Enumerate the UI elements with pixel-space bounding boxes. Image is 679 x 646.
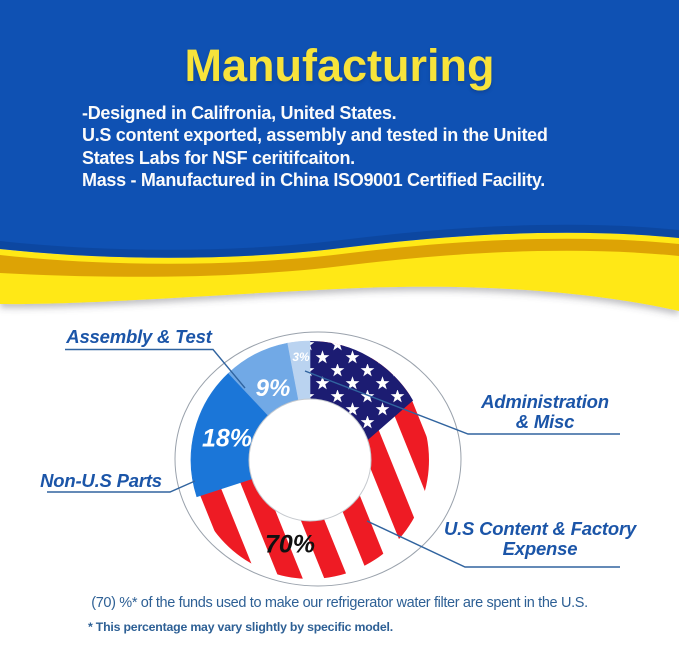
label-assembly-test-text: Assembly & Test [66, 326, 212, 347]
slice-value-18: 18% [201, 424, 253, 453]
label-administration-line-2: & Misc [515, 411, 575, 432]
connector-non-us-parts [47, 481, 195, 492]
donut-hole [249, 399, 371, 521]
description-line-2: U.S content exported, assembly and tested in the United [82, 125, 548, 146]
footer-note: (70) %* of the funds used to make our refrigerator water filter are spent in the U.S. [91, 595, 588, 611]
description-line-4: Mass - Manufactured in China ISO9001 Certified Facility. [82, 169, 545, 190]
page-title: Manufacturing [184, 40, 495, 91]
label-non-us-parts-text: Non-U.S Parts [40, 470, 162, 491]
description-line-1: -Designed in Califronia, United States. [82, 103, 397, 123]
footer-disclaimer: * This percentage may vary slightly by specific model. [88, 620, 393, 634]
slice-value-9: 9% [255, 375, 291, 402]
label-us-content-line-2: Expense [502, 538, 578, 559]
slice-value-3: 3% [292, 350, 310, 364]
label-administration-line-1: Administration [481, 391, 609, 412]
label-us-content-line-1: U.S Content & Factory [443, 518, 637, 539]
slice-value-70: 70% [264, 530, 316, 559]
description-line-3: States Labs for NSF ceritifcaiton. [82, 147, 355, 168]
